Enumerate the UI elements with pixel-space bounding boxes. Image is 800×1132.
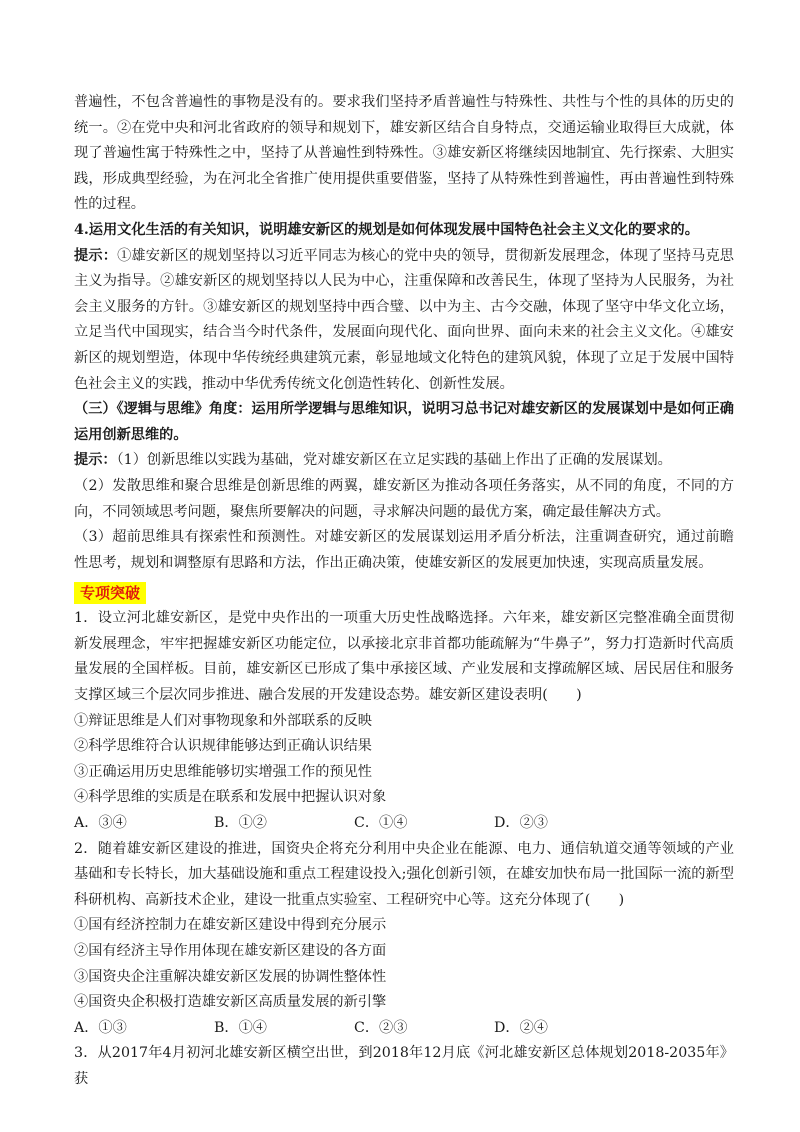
hint-text: ①雄安新区的规划坚持以习近平同志为核心的党中央的领导，贯彻新发展理念，体现了坚持马克思主义为指导。②雄安新区的规划坚持以人民为中心，注重保障和改善民生，体现了坚持为人民服务，为社会主义服务的方针。③雄安新区的规划坚持中西合璧、以中为主、古今交融，体现了坚守中华文化立场，立足当代中国现实，结合当今时代条件，发展面向现代化、面向世界、面向未来的社会主义文化。④雄安新区的规划塑造，体现中华传统经典建筑元素，彰显地域文化特色的建筑风貌，体现了立足于发展中国特色社会主义的实践，推动中华优秀传统文化创造性转化、创新性发展。 xyxy=(74,247,734,392)
question-2-item: ①国有经济控制力在雄安新区建设中得到充分展示 xyxy=(74,917,387,934)
section-3-point-3: （3）超前思维具有探索性和预测性。对雄安新区的发展谋划运用矛盾分析法，注重调查研究，通过前瞻性思考，规划和调整原有思路和方法，作出正确决策，使雄安新区的发展更加快速，实现高质量发展。 xyxy=(74,529,734,571)
option-c: C．②③ xyxy=(354,1019,408,1036)
document-page xyxy=(74,90,734,1093)
question-2-item: ②国有经济主导作用体现在雄安新区建设的各方面 xyxy=(74,943,387,959)
question-4-heading: 4.运用文化生活的有关知识，说明雄安新区的规划是如何体现发展中国特色社会主义文化的要求的。 xyxy=(74,221,699,238)
section-3-heading: （三）《逻辑与思维》角度：运用所学逻辑与思维知识，说明习总书记对雄安新区的发展谋划中是如何正确运用创新思维的。 xyxy=(74,401,734,443)
option-d: D．②④ xyxy=(494,1019,548,1036)
question-1-item: ②科学思维符合认识规律能够达到正确认识结果 xyxy=(74,738,372,755)
intro-paragraph: 普遍性，不包含普遍性的事物是没有的。要求我们坚持矛盾普遍性与特殊性、共性与个性的具体的历史的统一。②在党中央和河北省政府的领导和规划下，雄安新区结合自身特点，交通运输业取得巨大成就，体现了普遍性寓于特殊性之中，坚持了从普遍性到特殊性。③雄安新区将继续因地制宜、先行探索、大胆实践，形成典型经验，为在河北全省推广使用提供重要借鉴，坚持了从特殊性到普遍性，再由普遍性到特殊性的过程。 xyxy=(74,94,734,213)
option-b: B．①② xyxy=(214,815,267,832)
question-1-options xyxy=(74,811,734,837)
option-c: C．①④ xyxy=(354,815,408,832)
question-1-item: ③正确运用历史思维能够切实增强工作的预见性 xyxy=(74,763,372,780)
question-1-item: ①辩证思维是人们对事物现象和外部联系的反映 xyxy=(74,712,372,729)
question-3-stem: 3．从2017年4月初河北雄安新区横空出世，到2018年12月底《河北雄安新区总体规划2018-2035年》获 xyxy=(74,1045,734,1087)
question-2-stem: 2．随着雄安新区建设的推进，国资央企将充分利用中央企业在能源、电力、通信轨道交通等领域的产业基础和专长特长，加大基础设施和重点工程建设投入;强化创新引领，在雄安加快布局一批国际一流的新型科研机构、高新技术企业，建设一批重点实验室、工程研究中心等。这充分体现了( ) xyxy=(74,840,734,908)
option-b: B．①④ xyxy=(214,1019,267,1036)
option-a: A．③④ xyxy=(74,815,127,832)
question-1-stem: 1．设立河北雄安新区，是党中央作出的一项重大历史性战略选择。六年来，雄安新区完整准确全面贯彻新发展理念，牢牢把握雄安新区功能定位，以承接北京非首都功能疏解为“牛鼻子”，努力打造新时代高质量发展的全国样板。目前，雄安新区已形成了集中承接区域、产业发展和支撑疏解区域、居民居住和服务支撑区域三个层次同步推进、融合发展的开发建设态势。雄安新区建设表明( ) xyxy=(74,610,734,704)
option-d: D．②③ xyxy=(494,815,548,832)
question-2-item: ④国资央企积极打造雄安新区高质量发展的新引擎 xyxy=(74,994,387,1011)
question-2-item: ③国资央企注重解决雄安新区发展的协调性整体性 xyxy=(74,968,387,985)
section-3-point-1 xyxy=(74,448,734,474)
section-badge: 专项突破 xyxy=(74,582,146,604)
section-3-point-2: （2）发散思维和聚合思维是创新思维的两翼，雄安新区为推动各项任务落实，从不同的角度，不同的方向，不同领域思考问题，聚焦所要解决的问题，寻求解决问题的最优方案，确定最佳解决方式。 xyxy=(74,477,734,520)
point-text: （1）创新思维以实践为基础，党对雄安新区在立足实践的基础上作出了正确的发展谋划。 xyxy=(116,452,672,469)
question-1-item: ④科学思维的实质是在联系和发展中把握认识对象 xyxy=(74,789,387,806)
section-badge-wrap xyxy=(74,576,734,606)
hint-label: 提示： xyxy=(74,247,118,264)
option-a: A．①③ xyxy=(74,1019,127,1036)
question-4-hint xyxy=(74,244,734,398)
hint-label: 提示： xyxy=(74,452,117,469)
question-2-options xyxy=(74,1016,734,1042)
